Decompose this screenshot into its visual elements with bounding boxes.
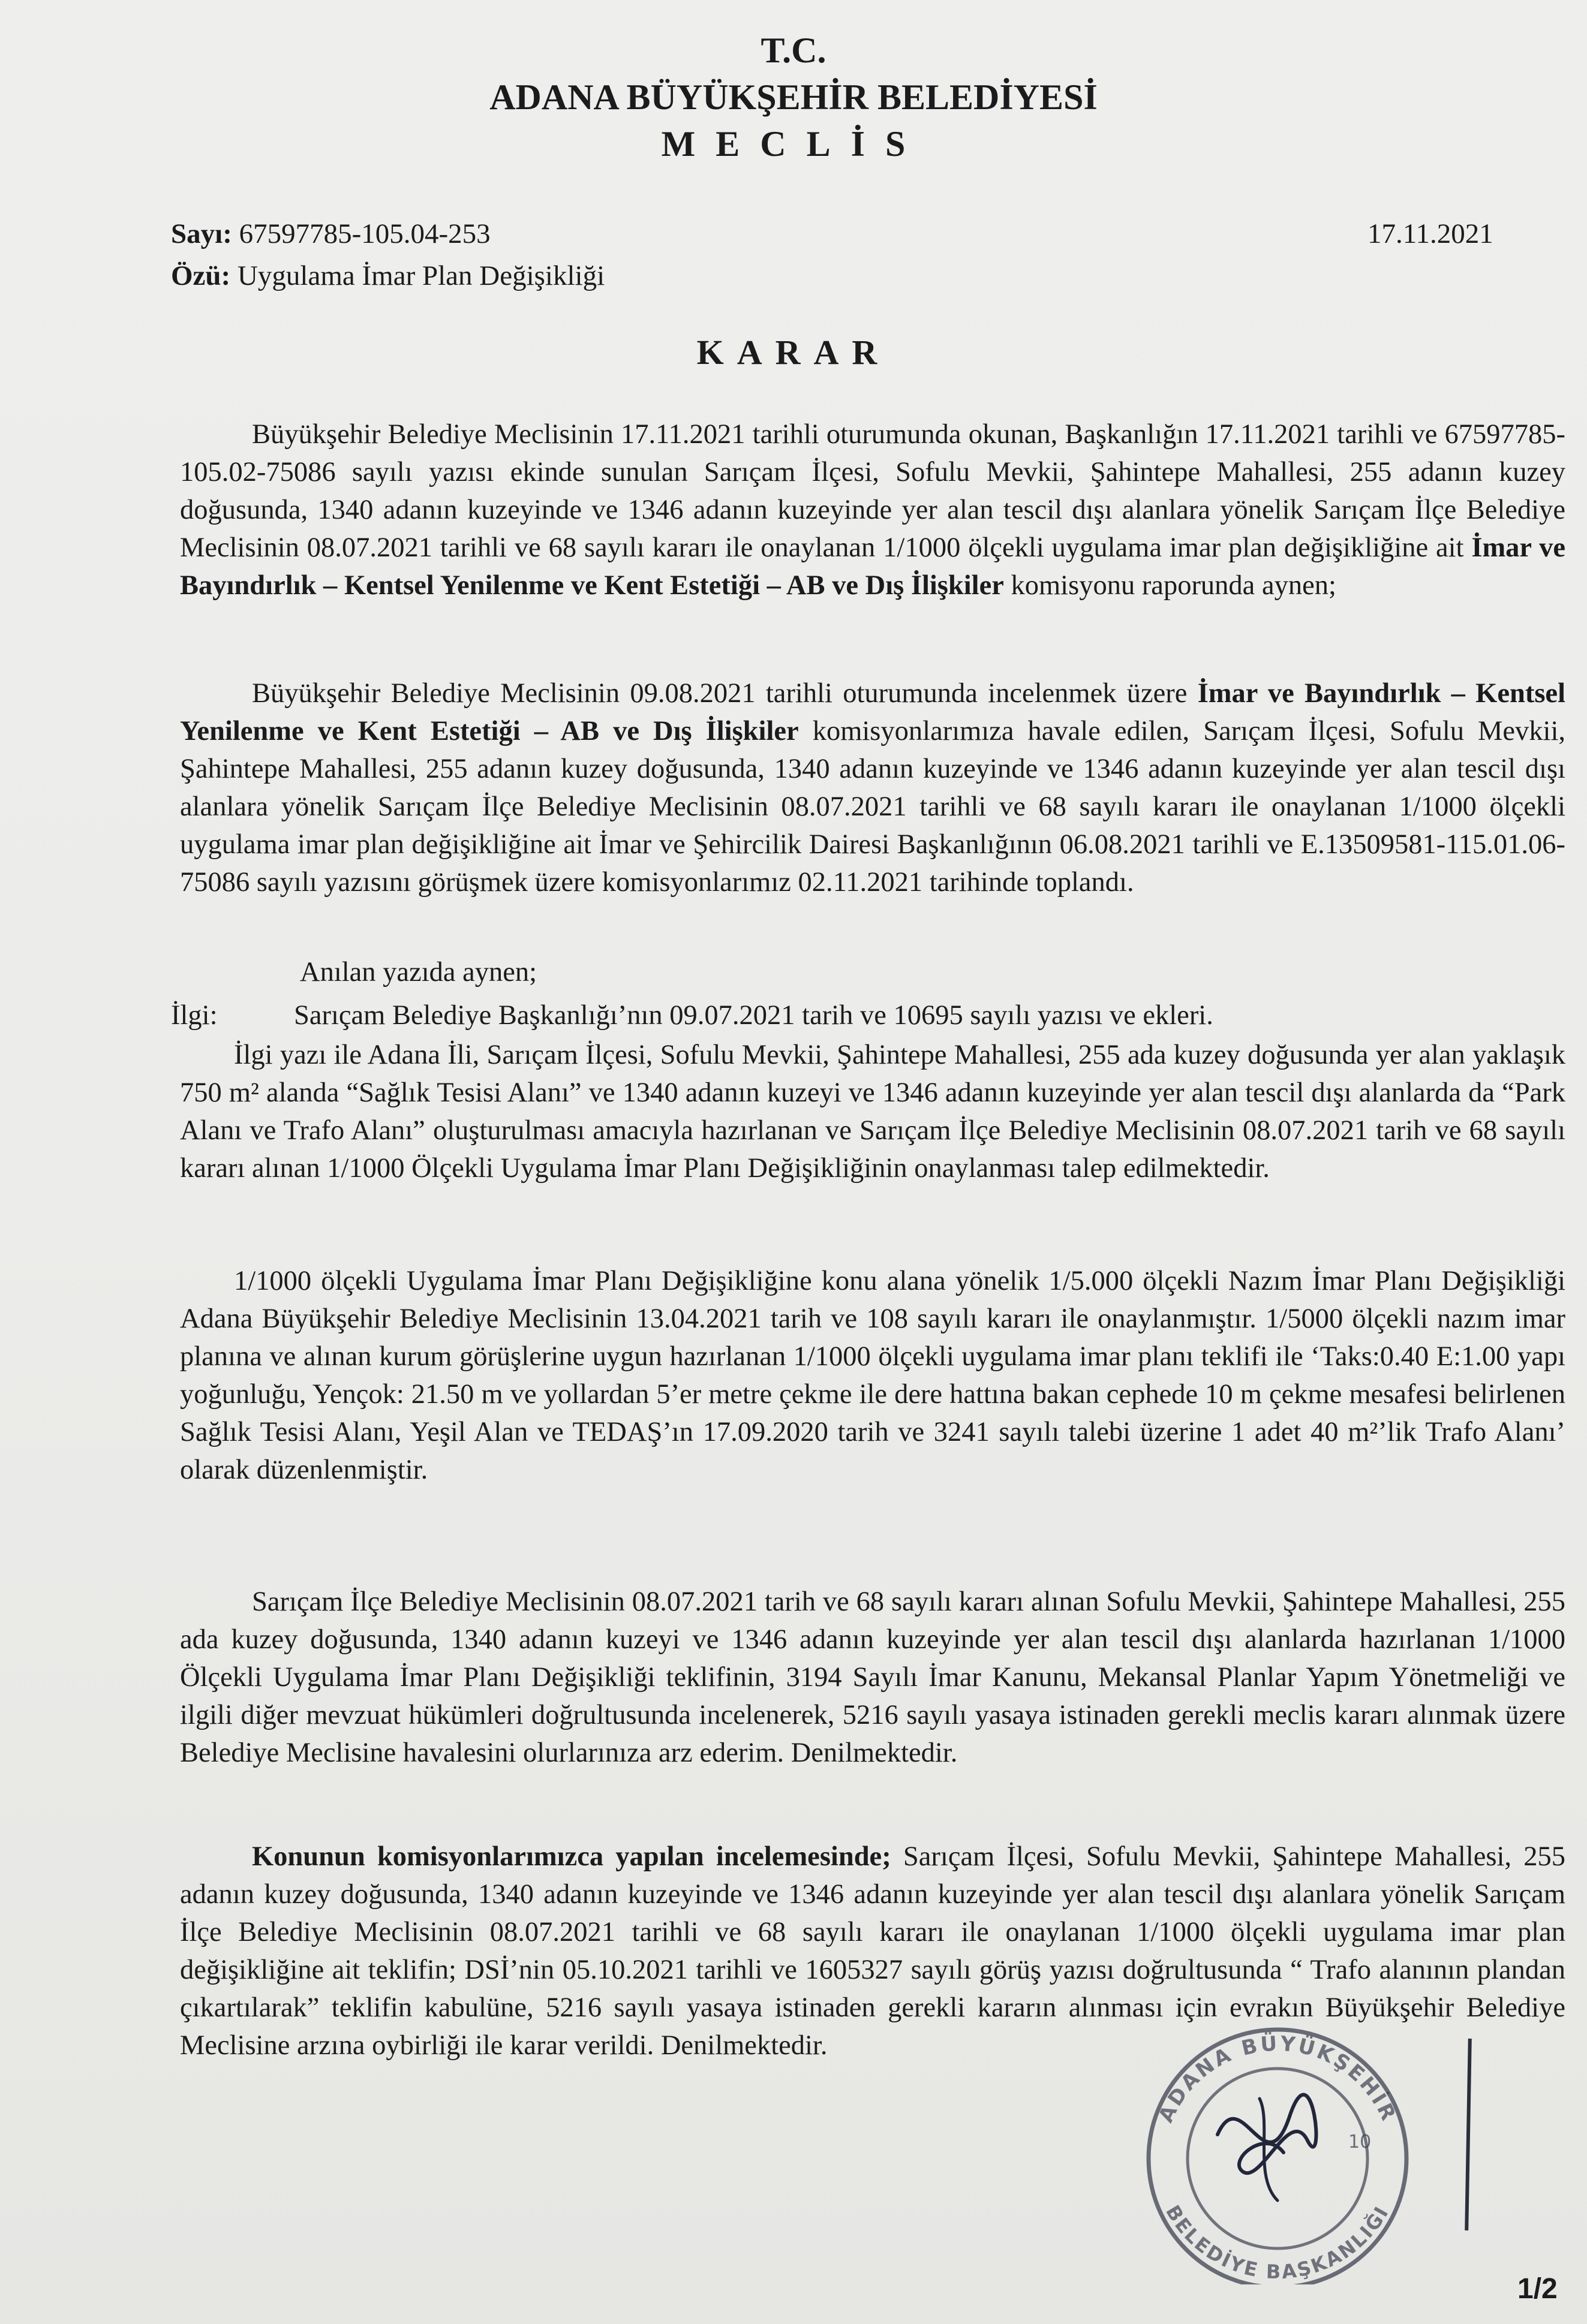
paragraph-1 (180, 416, 1565, 604)
ilgi-label: İlgi: (171, 1000, 218, 1031)
official-seal-stamp (1110, 2009, 1445, 2284)
ozu-value: Uygulama İmar Plan Değişikliği (237, 260, 605, 291)
paragraph-2-commission: İmar ve Bayındırlık – Kentsel Yenilenme ve Kent Estetiği – AB ve Dış İlişkiler (180, 678, 1565, 746)
ilgi-text: Sarıçam Belediye Başkanlığı’nın 09.07.2021 tarih ve 10695 sayılı yazısı ve ekleri. (294, 1000, 1213, 1031)
paragraph-1-text-b: komisyonu raporunda aynen; (1003, 570, 1336, 601)
stamp-number: 10 (1348, 2132, 1372, 2153)
paragraph-3: İlgi yazı ile Adana İli, Sarıçam İlçesi, Sofulu Mevkii, Şahintepe Mahallesi, 255 ada kuzey doğusunda yer alan yaklaşık 750 m² alanda “Sağlık Tesisi Alanı” ve 1340 adanın kuzeyi ve 1346 adanın kuzeyinde yer alan tescil dışı alanlarda da “Park Alanı ve Trafo Alanı” oluşturulması amacıyla hazırlanan ve Sarıçam İlçe Belediye Meclisinin 08.07.2021 tarih ve 68 sayılı kararı alınan 1/1000 Ölçekli Uygulama İmar Planı Değişikliğinin onaylanması talep edilmektedir. (180, 1040, 1565, 1184)
header-meclis: MECLİS (661, 124, 926, 164)
quoted-intro: Anılan yazıda aynen; (300, 957, 537, 988)
letterhead (0, 27, 1587, 167)
paragraph-2-text-b: komisyonlarımıza havale edilen, Sarıçam İlçesi, Sofulu Mevkii, Şahintepe Mahallesi, 255 adanın kuzey doğusunda, 1340 adanın kuzeyinde ve 1346 adanın kuzeyinde yer alan tescil dışı alanlara yönelik Sarıçam İlçe Belediye Meclisinin 08.07.2021 tarihli ve 68 sayılı kararı ile onaylanan 1/1000 ölçekli uygulama imar plan değişikliğine ait İmar ve Şehircilik Dairesi Başkanlığının 06.08.2021 tarihli ve E.13509581-115.01.06-75086 sayılı yazısını görüşmek üzere komisyonlarımız 02.11.2021 tarihinde toplandı. (180, 716, 1565, 898)
paragraph-2-text-a: Büyükşehir Belediye Meclisinin 09.08.2021 tarihli oturumunda incelenmek üzere (252, 678, 1198, 709)
paragraph-1-text-a: Büyükşehir Belediye Meclisinin 17.11.2021 tarihli oturumunda okunan, Başkanlığın 17.11.2021 tarihli ve 67597785-105.02-75086 sayılı yazısı ekinde sunulan Sarıçam İlçesi, Sofulu Mevkii, Şahintepe Mahallesi, 255 adanın kuzey doğusunda, 1340 adanın kuzeyinde ve 1346 adanın kuzeyinde yer alan tescil dışı alanlara yönelik Sarıçam İlçe Belediye Meclisinin 08.07.2021 tarihli ve 68 sayılı kararı ile onaylanan 1/1000 ölçekli uygulama imar plan değişikliğine ait (180, 419, 1565, 563)
stamp-top-text: ADANA BÜYÜKŞEHİR (1153, 2031, 1402, 2127)
signature-line (1465, 2039, 1472, 2230)
page-number: 1/2 (1517, 2273, 1558, 2305)
signature-scribble (1218, 2095, 1316, 2174)
paragraph-2 (180, 675, 1565, 901)
document-meta (171, 213, 605, 297)
sayi-value: 67597785-105.04-253 (239, 218, 491, 249)
document-title: KARAR (696, 333, 891, 372)
paragraph-4: 1/1000 ölçekli Uygulama İmar Planı Değişikliğine konu alana yönelik 1/5.000 ölçekli Nazım İmar Planı Değişikliği Adana Büyükşehir Belediye Meclisinin 13.04.2021 tarih ve 108 sayılı kararı ile onaylanmıştır. 1/5000 ölçekli nazım imar planına ve alınan kurum görüşlerine uygun hazırlanan 1/1000 ölçekli uygulama imar planı teklifi ile ‘Taks:0.40 E:1.00 yapı yoğunluğu, Yençok: 21.50 m ve yollardan 5’er metre çekme ile dere hattına bakan cephede 10 m çekme mesafesi belirlenen Sağlık Tesisi Alanı, Yeşil Alan ve TEDAŞ’ın 17.09.2020 tarih ve 3241 sayılı talebi üzerine 1 adet 40 m²’lik Trafo Alanı’ olarak düzenlenmiştir. (180, 1266, 1565, 1485)
paragraph-5: Sarıçam İlçe Belediye Meclisinin 08.07.2021 tarih ve 68 sayılı kararı alınan Sofulu Mevkii, Şahintepe Mahallesi, 255 ada kuzey doğusunda, 1340 adanın kuzeyi ve 1346 adanın kuzeyinde yer alan tescil dışı alanlarda hazırlanan 1/1000 Ölçekli Uygulama İmar Planı Değişikliği teklifinin, 3194 Sayılı İmar Kanunu, Mekansal Planlar Yapım Yönetmeliği ve ilgili diğer mevzuat hükümleri doğrultusunda incelenerek, 5216 sayılı yasaya istinaden gerekli meclis kararı alınmak üzere Belediye Meclisine havalesini olurlarınıza arz ederim. Denilmektedir. (180, 1587, 1565, 1768)
header-tc: T.C. (761, 31, 826, 70)
ozu-line (171, 255, 605, 297)
paragraph-6-text: Sarıçam İlçesi, Sofulu Mevkii, Şahintepe Mahallesi, 255 adanın kuzey doğusunda, 1340 adanın kuzeyinde ve 1346 adanın kuzeyinde yer alan tescil dışı alanlara yönelik Sarıçam İlçe Belediye Meclisinin 08.07.2021 tarihli ve 68 sayılı kararı ile onaylanan 1/1000 ölçekli uygulama imar plan değişikliğine ait teklifin; DSİ’nin 05.10.2021 tarihli ve 1605327 sayılı görüş yazısı doğrultusunda “ Trafo alanının plandan çıkartılarak” teklifin kabulüne, 5216 sayılı yasaya istinaden gerekli kararın alınması için evrakın Büyükşehir Belediye Meclisine arzına oybirliği ile karar verildi. Denilmektedir. (180, 1841, 1565, 2061)
sayi-label: Sayı: (171, 218, 232, 249)
stamp-inner-ring (1188, 2069, 1367, 2248)
stamp-bottom-text: BELEDİYE BAŞKANLIĞI (1161, 2201, 1394, 2284)
paragraph-6-heading: Konunun komisyonlarımızca yapılan incelemesinde; (252, 1841, 891, 1872)
header-institution: ADANA BÜYÜKŞEHİR BELEDİYESİ (489, 77, 1098, 117)
document-date: 17.11.2021 (1367, 218, 1493, 249)
paragraph-1-commission: İmar ve Bayındırlık – Kentsel Yenilenme ve Kent Estetiği – AB ve Dış İlişkiler (180, 532, 1565, 601)
sayi-line (171, 213, 605, 255)
ozu-label: Özü: (171, 260, 231, 291)
